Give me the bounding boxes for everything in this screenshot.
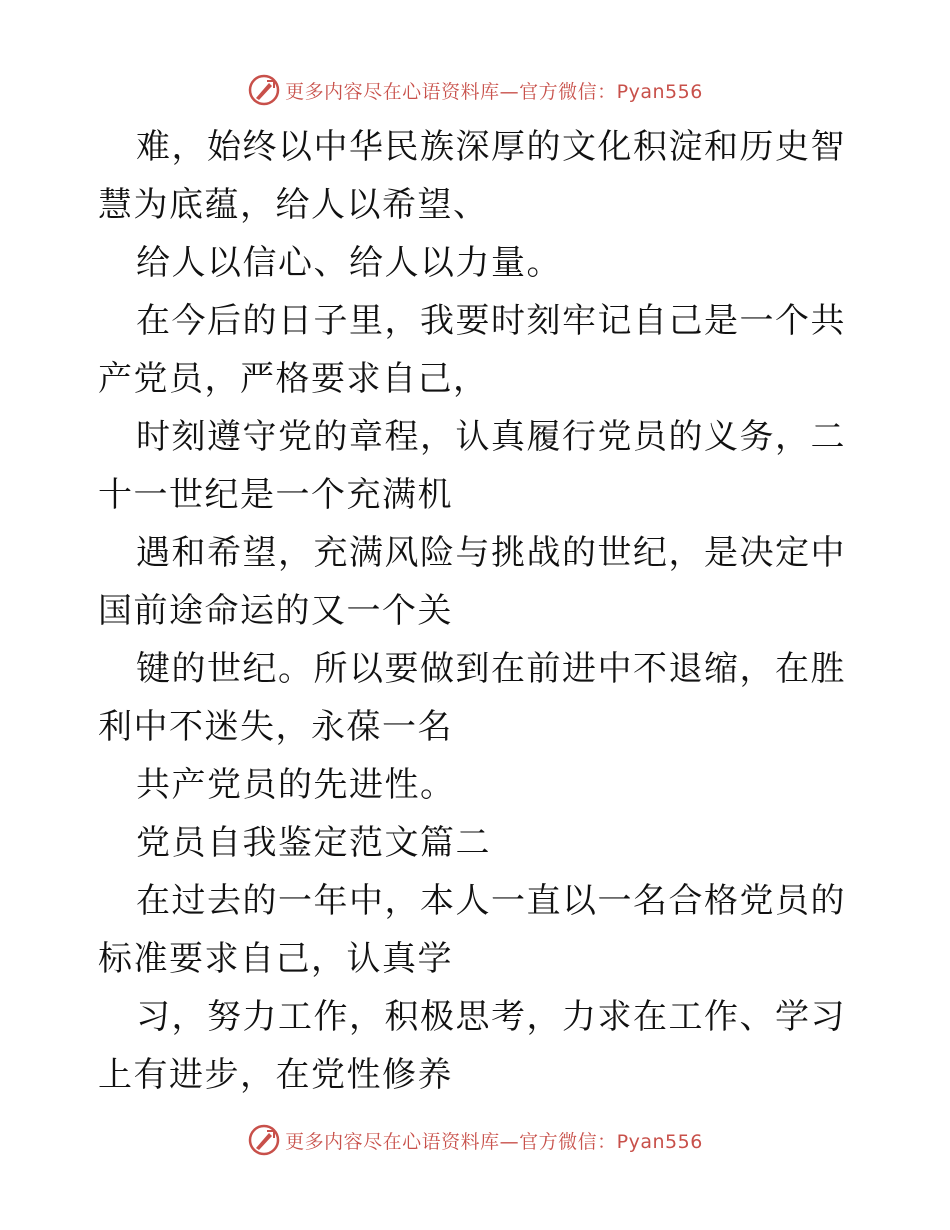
banner-text: 更多内容尽在心语资料库—官方微信：Pyan556	[285, 80, 703, 103]
paragraph: 时刻遵守党的章程，认真履行党员的义务，二十一世纪是一个充满机	[98, 417, 846, 515]
footer-banner	[0, 1120, 950, 1160]
paragraph: 在今后的日子里，我要时刻牢记自己是一个共产党员，严格要求自己，	[98, 301, 846, 399]
banner-text: 更多内容尽在心语资料库—官方微信：Pyan556	[285, 1130, 703, 1153]
paragraph: 给人以信心、给人以力量。	[136, 243, 562, 283]
paragraph: 遇和希望，充满风险与挑战的世纪，是决定中国前途命运的又一个关	[98, 533, 846, 631]
paragraph: 键的世纪。所以要做到在前进中不退缩，在胜利中不迷失，永葆一名	[98, 649, 846, 747]
paragraph: 共产党员的先进性。	[136, 765, 456, 805]
paragraph: 习，努力工作，积极思考，力求在工作、学习上有进步，在党性修养	[98, 997, 846, 1095]
header-banner	[0, 70, 950, 110]
document-body	[98, 118, 858, 1104]
quill-pen-logo-icon	[247, 1123, 281, 1157]
section-heading: 党员自我鉴定范文篇二	[136, 823, 491, 863]
quill-pen-logo-icon	[247, 73, 281, 107]
paragraph: 难，始终以中华民族深厚的文化积淀和历史智慧为底蕴，给人以希望、	[98, 127, 846, 225]
paragraph: 在过去的一年中，本人一直以一名合格党员的标准要求自己，认真学	[98, 881, 846, 979]
